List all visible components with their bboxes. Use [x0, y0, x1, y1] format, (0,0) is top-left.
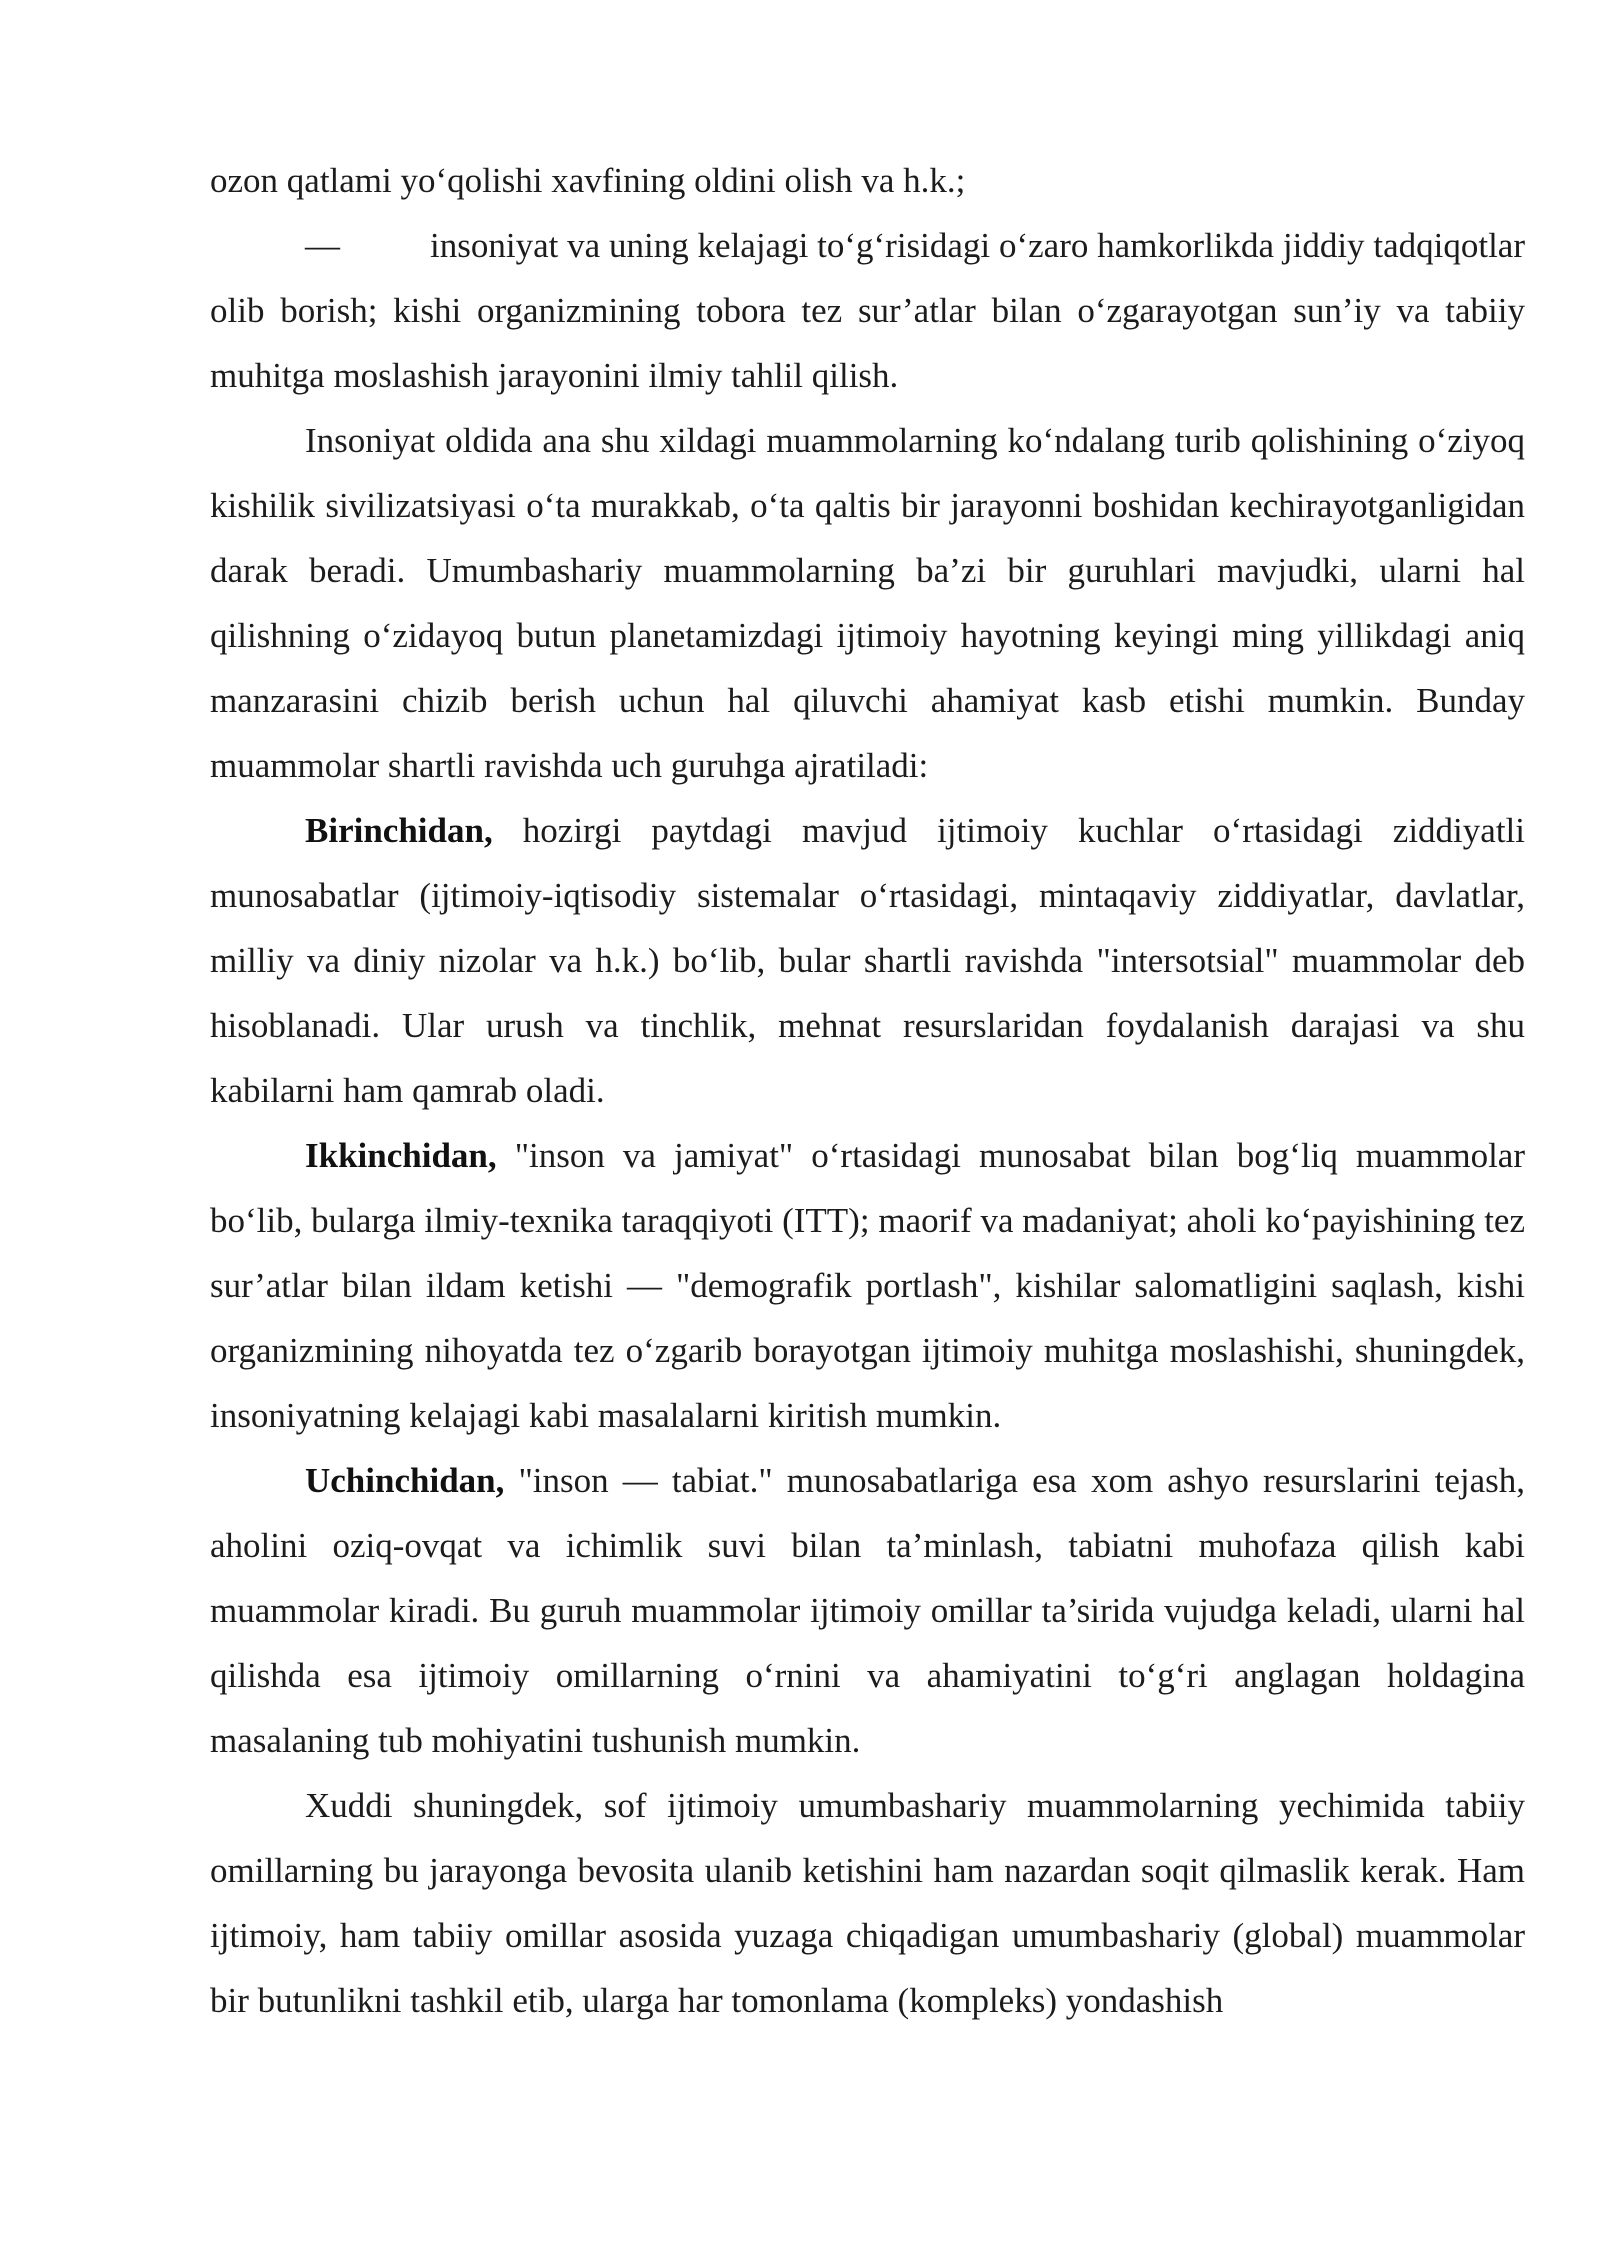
dash-marker: —	[305, 226, 340, 265]
dash-item-text: olib borish; kishi organizmining tobora tez sur’atlar bilan o‘zgarayotgan sun’iy va tabiiy muhitga moslashish jarayonini ilmiy tahlil qilish.	[210, 291, 1525, 395]
document-page	[210, 148, 1525, 2033]
paragraph-continuation: ozon qatlami yo‘qolishi xavfining oldini olish va h.k.;	[210, 161, 966, 200]
paragraph-third-group	[210, 1448, 1525, 1773]
paragraph-third-text: "inson — tabiat." munosabatlariga esa xom ashyo resurslarini tejash, aholini oziq-ovqat va ichimlik suvi bilan ta’minlash, tabiatni muhofaza qilish kabi muammolar kiradi. Bu guruh muammolar ijtimoiy omillar ta’sirida vujudga keladi, ularni hal qilishda esa ijtimoiy omillarning o‘rnini va ahamiyatini to‘g‘ri anglagan holdagina masalaning tub mohiyatini tushunish mumkin.	[210, 1461, 1525, 1760]
paragraph-second-group	[210, 1123, 1525, 1448]
lead-word-second: Ikkinchidan,	[305, 1136, 497, 1175]
lead-word-first: Birinchidan,	[305, 811, 493, 850]
dash-list-item	[210, 213, 1525, 278]
paragraph-first-group	[210, 798, 1525, 1123]
paragraph-intro: Insoniyat oldida ana shu xildagi muammolarning ko‘ndalang turib qolishining o‘ziyoq kishilik sivilizatsiyasi o‘ta murakkab, o‘ta qaltis bir jarayonni boshidan kechirayotganligidan darak beradi. Umumbashariy muammolarning ba’zi bir guruhlari mavjudki, ularni hal qilishning o‘zidayoq butun planetamizdagi ijtimoiy hayotning keyingi ming yillikdagi aniq manzarasini chizib berish uchun hal qiluvchi ahamiyat kasb etishi mumkin. Bunday muammolar shartli ravishda uch guruhga ajratiladi:	[210, 421, 1525, 785]
dash-item-first-line-holder: insoniyat va uning kelajagi to‘g‘risidagi o‘zaro hamkorlikda jiddiy tadqiqotlar	[430, 226, 1525, 265]
paragraph-second-text: "inson va jamiyat" o‘rtasidagi munosabat bilan bog‘liq muammolar bo‘lib, bularga ilmiy-texnika taraqqiyoti (ITT); maorif va madaniyat; aholi ko‘payishining tez sur’atlar bilan ildam ketishi — "demografik portlash", kishilar salomatligini saqlash, kishi organizmining nihoyatda tez o‘zgarib borayotgan ijtimoiy muhitga moslashishi, shuningdek, insoniyatning kelajagi kabi masalalarni kiritish mumkin.	[210, 1136, 1525, 1435]
paragraph-last: Xuddi shuningdek, sof ijtimoiy umumbashariy muammolarning yechimida tabiiy omillarning bu jarayonga bevosita ulanib ketishini ham nazardan soqit qilmaslik kerak. Ham ijtimoiy, ham tabiiy omillar asosida yuzaga chiqadigan umumbashariy (global) muammolar bir butunlikni tashkil etib, ularga har tomonlama (kompleks) yondashish	[210, 1786, 1525, 2020]
lead-word-third: Uchinchidan,	[305, 1461, 505, 1500]
paragraph-first-text: hozirgi paytdagi mavjud ijtimoiy kuchlar o‘rtasidagi ziddiyatli munosabatlar (ijtimoiy-iqtisodiy sistemalar o‘rtasidagi, mintaqaviy ziddiyatlar, davlatlar, milliy va diniy nizolar va h.k.) bo‘lib, bular shartli ravishda "intersotsial" muammolar deb hisoblanadi. Ular urush va tinchlik, mehnat resurslaridan foydalanish darajasi va shu kabilarni ham qamrab oladi.	[210, 811, 1525, 1110]
